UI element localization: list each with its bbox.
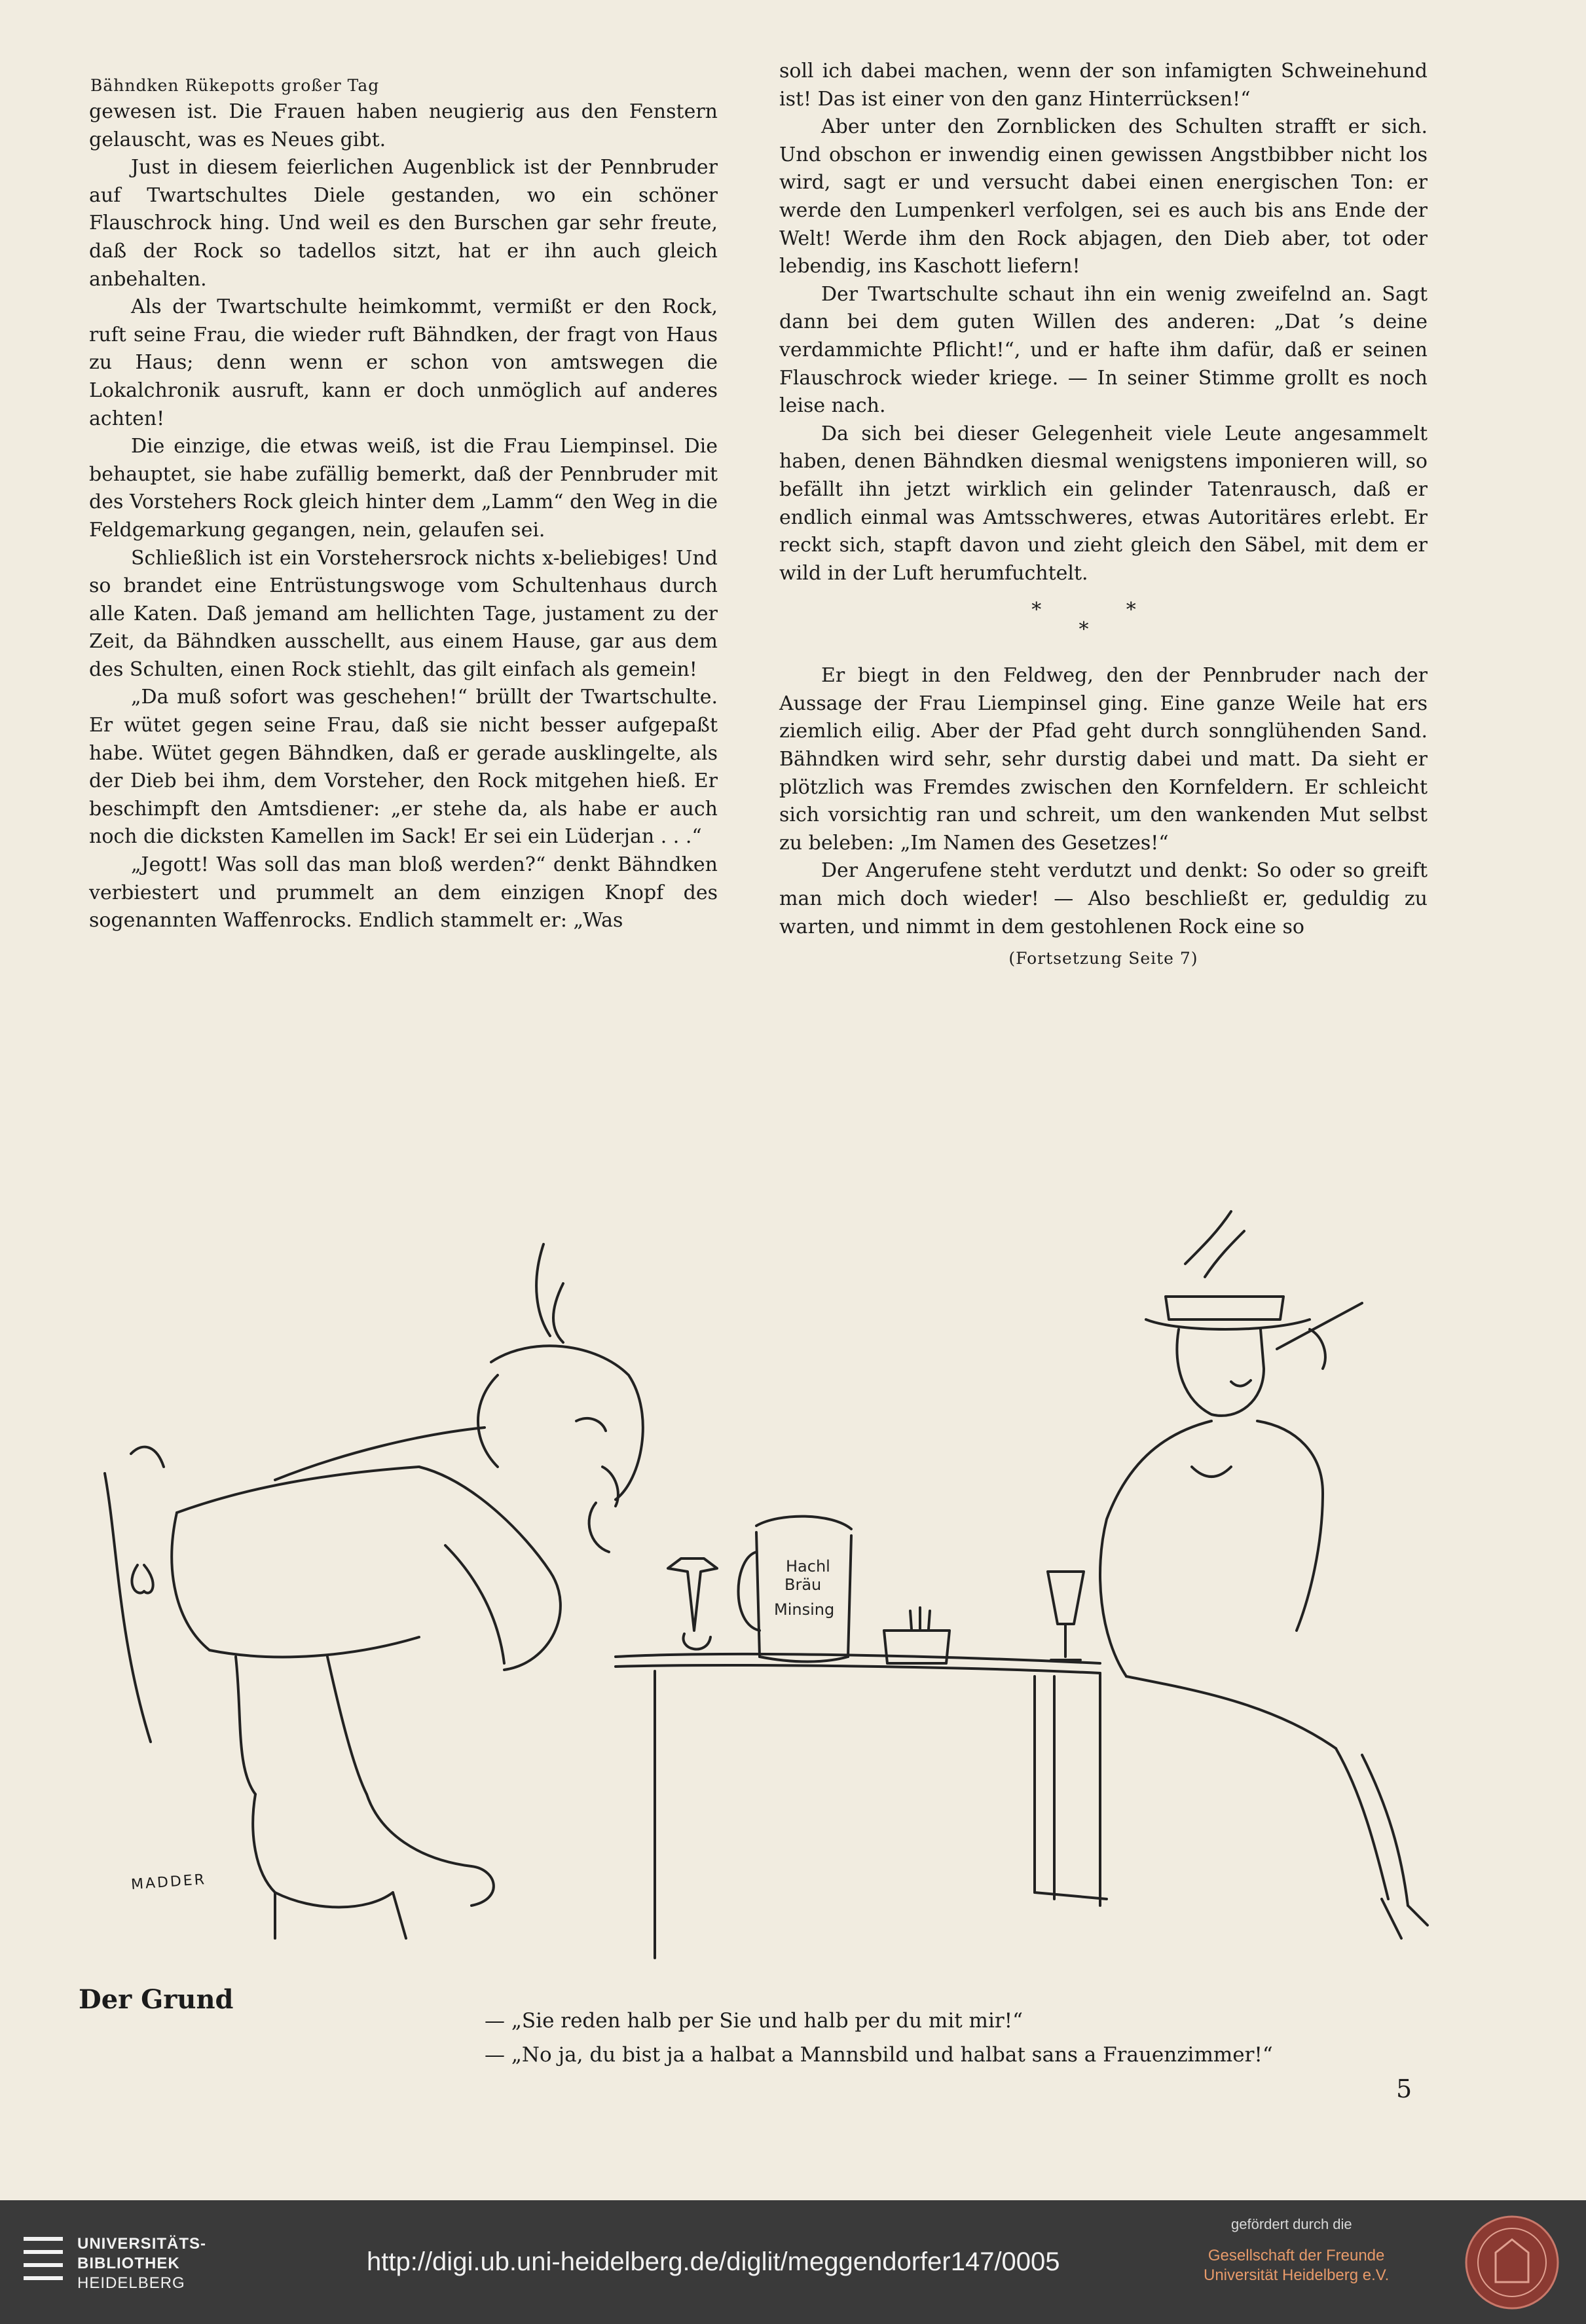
paragraph: Die einzige, die etwas weiß, ist die Frau Liempinsel. Die behauptet, sie habe zufällig bemerkt, daß der Pennbruder mit des Vorstehers Rock gleich hinter dem „Lamm“ den Weg in die Feldgemarkung gegangen, nein, gelaufen sei. [89, 435, 718, 542]
asterism-top: * * [1031, 599, 1175, 622]
library-name [77, 2234, 206, 2293]
tableware-drawing [668, 1559, 1084, 1663]
cartoon-title: Der Grund [79, 1984, 234, 2015]
left-text-column [89, 98, 718, 935]
paragraph: „Da muß sofort was geschehen!“ brüllt der Twartschulte. Er wütet gegen seine Frau, daß sie nicht besser aufgepaßt habe. Wütet gegen Bähndken, daß er gerade ausklingelte, als der Dieb bei ihm, dem Vorsteher, den Rock mitgehen hieß. Er beschimpft den Amtsdiener: „er stehe da, als habe er auch noch die dicksten Kamellen im Sack! Er sei ein Lüderjan . . .“ [89, 686, 718, 849]
library-name-line-2: BIBLIOTHEK [77, 2255, 180, 2272]
paragraph: Als der Twartschulte heimkommt, vermißt er den Rock, ruft seine Frau, die wieder ruft Bähndken, der fragt von Haus zu Haus; denn wenn er schon von amtswegen die Lokalchronik ausruft, kann er doch unmöglich auf anderes achten! [89, 295, 718, 430]
continuation-note: (Fortsetzung Seite 7) [1008, 949, 1198, 968]
paragraph: Just in diesem feierlichen Augenblick ist der Pennbruder auf Twartschultes Diele gestanden, wo ein schöner Flauschrock hing. Und weil es den Burschen gar sehr freute, daß der Rock so tadellos sitzt, hat er ihn auch gleich anbehalten. [89, 156, 718, 291]
cartoon-illustration [79, 1205, 1519, 1978]
library-name-line-1: UNIVERSITÄTS- [77, 2235, 207, 2253]
woman-figure-drawing [1100, 1211, 1428, 1938]
right-column-bottom [779, 662, 1428, 941]
paragraph: Er biegt in den Feldweg, den der Pennbruder nach der Aussage der Frau Liempinsel ging. Eine ganze Weile hat ers ziemlich eilig. Aber der Pfad geht durch sonnglühenden Sand. Bähndken wird sehr, sehr durstig dabei und matt. Da sieht er plötzlich was Fremdes zwischen den Kornfeldern. Er schleicht sich vorsichtig ran und schreit, um den wankenden Mut selbst zu beleben: „Im Namen des Gesetzes!“ [779, 664, 1428, 855]
paragraph: soll ich dabei machen, wenn der son infamigten Schweinehund ist! Das ist einer von den ganz Hinterrücksen!“ [779, 60, 1428, 111]
mug-label-3: Minsing [774, 1600, 835, 1619]
viewer-footer [0, 2200, 1586, 2324]
sponsor-line-1: Gesellschaft der Freunde [1208, 2247, 1385, 2264]
page-number: 5 [1396, 2075, 1412, 2103]
man-figure-drawing [105, 1244, 643, 1938]
beer-mug-drawing [739, 1517, 852, 1662]
cartoon-captions [485, 2004, 1273, 2072]
asterism-bottom: * [1079, 618, 1128, 642]
paragraph: „Jegott! Was soll das man bloß werden?“ denkt Bähndken verbiestert und prummelt an dem einzigen Knopf des sogenannten Waffenrocks. Endlich stammelt er: „Was [89, 853, 718, 932]
university-library-logo-icon [24, 2230, 63, 2296]
university-seal-icon [1463, 2213, 1561, 2312]
paragraph: Der Twartschulte schaut ihn ein wenig zweifelnd an. Sagt dann bei dem guten Willen des anderen: „Dat ’s deine verdammichte Pflicht!“, und er hafte ihm dafür, daß er seinen Flauschrock wieder kriege. — In seiner Stimme grollt es noch leise nach. [779, 282, 1428, 418]
section-asterism [779, 600, 1428, 640]
right-text-column [779, 58, 1428, 973]
source-url-link[interactable]: http://digi.ub.uni-heidelberg.de/diglit/meggendorfer147/0005 [367, 2247, 1060, 2276]
artist-signature: MADDER [130, 1872, 207, 1893]
sponsor-label: gefördert durch die [1231, 2216, 1352, 2232]
running-head: Bähndken Rükepotts großer Tag [90, 76, 380, 95]
table-drawing [616, 1654, 1107, 1958]
paragraph: gewesen ist. Die Frauen haben neugierig aus den Fenstern gelauscht, was es Neues gibt. [89, 100, 718, 151]
mug-label-2: Bräu [784, 1576, 822, 1594]
sponsor-line-2: Universität Heidelberg e.V. [1204, 2266, 1390, 2284]
library-name-line-3: HEIDELBERG [77, 2274, 185, 2292]
caption-line-1: — „Sie reden halb per Sie und halb per du mit mir!“ [485, 2009, 1023, 2033]
mug-label-1: Hachl [786, 1557, 830, 1576]
paragraph: Aber unter den Zornblicken des Schulten strafft er sich. Und obschon er inwendig einen gewissen Angstbibber nicht los wird, sagt er und versucht dabei einen energischen Ton: er werde den Lumpenkerl verfolgen, sei es auch bis ans Ende der Welt! Werde ihm den Rock abjagen, den Dieb aber, tot oder lebendig, ins Kaschott liefern! [779, 115, 1428, 278]
paragraph: Schließlich ist ein Vorstehersrock nichts x-beliebiges! Und so brandet eine Entrüstungswoge vom Schultenhaus durch alle Katen. Daß jemand am hellichten Tage, justament zu der Zeit, da Bähndken ausschellt, aus einem Hause, gar aus dem des Schulten, einen Rock stiehlt, das gilt einfach als gemein! [89, 546, 718, 681]
caption-line-2: — „No ja, du bist ja a halbat a Mannsbild und halbat sans a Frauenzimmer!“ [485, 2043, 1273, 2067]
paragraph: Da sich bei dieser Gelegenheit viele Leute angesammelt haben, denen Bähndken diesmal wenigstens imponieren will, so befällt ihn jetzt wirklich ein gelinder Tatenrausch, daß er endlich einmal was Amtsschweres, etwas Autoritäres erlebt. Er reckt sich, stapft davon und zieht gleich den Säbel, mit dem er wild in der Luft herumfuchtelt. [779, 422, 1428, 585]
paragraph: Der Angerufene steht verdutzt und denkt: So oder so greift man mich doch wieder! — Also beschließt er, geduldig zu warten, und nimmt in dem gestohlenen Rock eine so [779, 859, 1428, 938]
right-column-top [779, 58, 1428, 587]
sponsor-name [1204, 2246, 1389, 2285]
